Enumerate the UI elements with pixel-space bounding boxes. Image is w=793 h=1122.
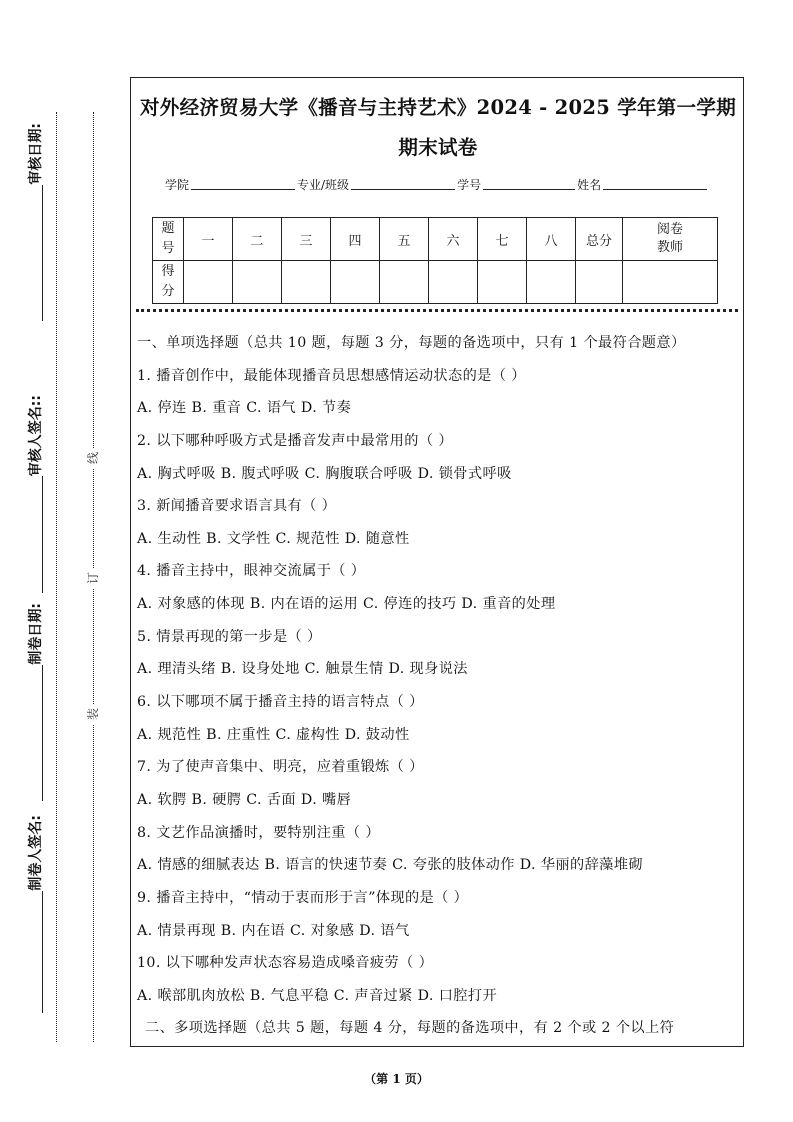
student-id-blank[interactable] xyxy=(483,177,575,190)
score-cell[interactable] xyxy=(233,261,282,304)
section-heading: 一、单项选择题（总共 10 题，每题 3 分，每题的备选项中，只有 1 个最符合题意） xyxy=(137,335,686,351)
paper-maker-signature-field xyxy=(27,815,45,1015)
review-date-field xyxy=(27,123,45,323)
question-text: 1. 播音创作中，最能体现播音员思想感情运动状态的是（ ） xyxy=(137,367,526,384)
total-score-header: 总分 xyxy=(576,218,623,261)
paper-date-label: 制卷日期: xyxy=(28,603,44,665)
binding-mark-xian: 线 xyxy=(85,448,101,468)
score-cell[interactable] xyxy=(429,261,478,304)
score-cell[interactable] xyxy=(282,261,331,304)
column-header: 六 xyxy=(429,218,478,261)
question-text: 6. 以下哪项不属于播音主持的语言特点（ ） xyxy=(137,694,424,711)
column-header: 二 xyxy=(233,218,282,261)
score-table-header-row xyxy=(153,218,718,261)
question-text: 3. 新闻播音要求语言具有（ ） xyxy=(137,498,337,515)
question-options: A. 停连 B. 重音 C. 语气 D. 节奏 xyxy=(137,400,352,417)
question-text: 8. 文艺作品演播时，要特别注重（ ） xyxy=(137,824,380,841)
column-header: 七 xyxy=(478,218,527,261)
column-header: 五 xyxy=(380,218,429,261)
review-date-blank[interactable] xyxy=(30,185,43,321)
reviewer-signature-label: 审核人签名:: xyxy=(28,395,44,477)
binding-mark-zhuang: 装 xyxy=(85,704,101,724)
column-header: 四 xyxy=(331,218,380,261)
column-header: 一 xyxy=(184,218,233,261)
question-text: 9. 播音主持中，“情动于衷而形于言”体现的是（ ） xyxy=(137,889,469,906)
student-info-line xyxy=(165,176,725,193)
question-options: A. 对象感的体现 B. 内在语的运用 C. 停连的技巧 D. 重音的处理 xyxy=(137,596,556,613)
score-table-score-row xyxy=(153,261,718,304)
exam-paper xyxy=(130,77,744,1047)
college-blank[interactable] xyxy=(191,177,295,190)
question-text: 7. 为了使声音集中、明亮，应着重锻炼（ ） xyxy=(137,759,424,776)
question-text: 5. 情景再现的第一步是（ ） xyxy=(137,628,322,645)
binding-mark-ding: 订 xyxy=(85,568,101,588)
major-class-label: 专业/班级 xyxy=(297,178,350,192)
header-separator xyxy=(136,309,738,312)
reviewer-cell[interactable] xyxy=(623,261,718,304)
question-options: A. 喉部肌肉放松 B. 气息平稳 C. 声音过紧 D. 口腔打开 xyxy=(137,987,498,1004)
score-table xyxy=(152,217,718,304)
score-cell[interactable] xyxy=(331,261,380,304)
reviewer-signature-field xyxy=(27,395,45,595)
question-text: 4. 播音主持中，眼神交流属于（ ） xyxy=(137,563,366,580)
paper-maker-signature-blank[interactable] xyxy=(30,891,43,1013)
column-header: 八 xyxy=(527,218,576,261)
total-score-cell[interactable] xyxy=(576,261,623,304)
question-options: A. 情景再现 B. 内在语 C. 对象感 D. 语气 xyxy=(137,922,410,939)
question-options: A. 生动性 B. 文学性 C. 规范性 D. 随意性 xyxy=(137,530,410,547)
paper-date-blank[interactable] xyxy=(30,665,43,801)
score-cell[interactable] xyxy=(478,261,527,304)
margin-dotted-line-outer xyxy=(56,112,57,1042)
reviewer-header: 阅卷 教师 xyxy=(623,218,718,261)
question-options: A. 软腭 B. 硬腭 C. 舌面 D. 嘴唇 xyxy=(137,791,352,808)
review-date-label: 审核日期: xyxy=(28,123,44,185)
question-options: A. 规范性 B. 庄重性 C. 虚构性 D. 鼓动性 xyxy=(137,726,410,743)
score-cell[interactable] xyxy=(380,261,429,304)
major-class-blank[interactable] xyxy=(351,177,455,190)
section-heading: 二、多项选择题（总共 5 题，每题 4 分，每题的备选项中，有 2 个或 2 个以上符 xyxy=(145,1020,675,1037)
question-options: A. 情感的细腻表达 B. 语言的快速节奏 C. 夸张的肢体动作 D. 华丽的辞藻堆砌 xyxy=(137,857,643,874)
question-options: A. 胸式呼吸 B. 腹式呼吸 C. 胸腹联合呼吸 D. 锁骨式呼吸 xyxy=(137,465,512,482)
question-text: 10. 以下哪种发声状态容易造成嗓音疲劳（ ） xyxy=(137,955,434,972)
reviewer-signature-blank[interactable] xyxy=(30,476,43,593)
name-blank[interactable] xyxy=(603,177,707,190)
exam-subtitle: 期末试卷 xyxy=(398,136,478,159)
question-number-header: 题 号 xyxy=(153,218,184,261)
exam-title: 对外经济贸易大学《播音与主持艺术》2024 - 2025 学年第一学期 xyxy=(139,96,736,119)
score-cell[interactable] xyxy=(527,261,576,304)
score-cell[interactable] xyxy=(184,261,233,304)
college-label: 学院 xyxy=(165,178,190,192)
paper-date-field xyxy=(27,603,45,803)
question-options: A. 理清头绪 B. 设身处地 C. 触景生情 D. 现身说法 xyxy=(137,661,468,678)
paper-maker-signature-label: 制卷人签名: xyxy=(28,815,44,891)
name-label: 姓名 xyxy=(577,178,602,192)
student-id-label: 学号 xyxy=(457,178,482,192)
score-row-header: 得 分 xyxy=(153,261,184,304)
question-list xyxy=(137,331,741,1049)
page-number: （第 1 页） xyxy=(364,1072,429,1086)
question-text: 2. 以下哪种呼吸方式是播音发声中最常用的（ ） xyxy=(137,432,453,449)
column-header: 三 xyxy=(282,218,331,261)
